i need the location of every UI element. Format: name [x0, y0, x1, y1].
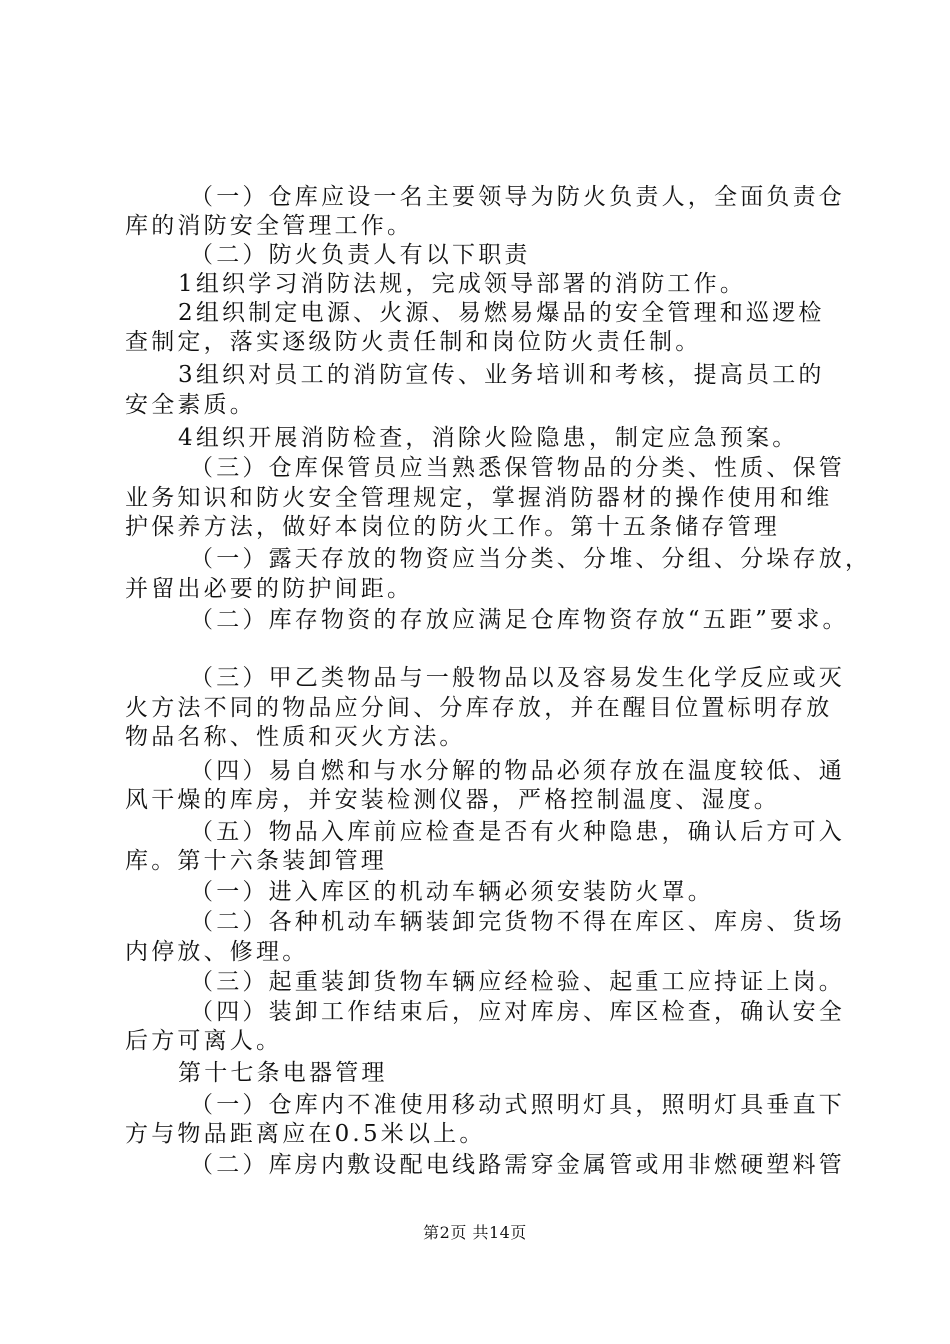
- section-heading: 第十七条电器管理: [178, 1060, 388, 1086]
- text-line: （三）甲乙类物品与一般物品以及容易发生化学反应或灭: [190, 665, 845, 691]
- text-line: （一）仓库内不准使用移动式照明灯具，照明灯具垂直下: [190, 1092, 845, 1118]
- text-line: （五）物品入库前应检查是否有火种隐患，确认后方可入: [190, 819, 845, 845]
- text-line: 4组织开展消防检查，消除火险隐患，制定应急预案。: [178, 425, 799, 451]
- text-line: （一）露天存放的物资应当分类、分堆、分组、分垛存放，: [190, 546, 872, 572]
- text-line: 物品名称、性质和灭火方法。: [125, 724, 466, 750]
- text-line: （四）装卸工作结束后，应对库房、库区检查，确认安全: [190, 999, 845, 1025]
- text-line: 查制定，落实逐级防火责任制和岗位防火责任制。: [125, 329, 702, 355]
- text-line: （三）起重装卸货物车辆应经检验、起重工应持证上岗。: [190, 969, 845, 995]
- text-line: （一）仓库应设一名主要领导为防火负责人，全面负责仓: [190, 184, 845, 210]
- text-line: 护保养方法，做好本岗位的防火工作。第十五条储存管理: [125, 514, 780, 540]
- text-line: 1组织学习消防法规，完成领导部署的消防工作。: [178, 271, 747, 297]
- text-line: 火方法不同的物品应分间、分库存放，并在醒目位置标明存放: [125, 695, 833, 721]
- text-line: 2组织制定电源、火源、易燃易爆品的安全管理和巡逻检: [178, 300, 825, 326]
- text-line: （二）防火负责人有以下职责: [190, 242, 531, 268]
- text-line: 风干燥的库房，并安装检测仪器，严格控制温度、湿度。: [125, 787, 780, 813]
- text-line: （二）各种机动车辆装卸完货物不得在库区、库房、货场: [190, 909, 845, 935]
- text-line: （二）库房内敷设配电线路需穿金属管或用非燃硬塑料管: [190, 1152, 845, 1178]
- page-number: 第2页 共14页: [423, 1223, 527, 1242]
- text-line: 库的消防安全管理工作。: [125, 213, 414, 239]
- text-line: 库。第十六条装卸管理: [125, 848, 387, 874]
- text-line: （一）进入库区的机动车辆必须安装防火罩。: [190, 879, 714, 905]
- text-line: 3组织对员工的消防宣传、业务培训和考核，提高员工的: [178, 362, 825, 388]
- text-line: （二）库存物资的存放应满足仓库物资存放“五距”要求。: [190, 607, 849, 633]
- text-line: 方与物品距离应在0.5米以上。: [125, 1121, 486, 1147]
- text-line: （三）仓库保管员应当熟悉保管物品的分类、性质、保管: [190, 455, 845, 481]
- text-line: 内停放、修理。: [125, 939, 309, 965]
- text-line: 业务知识和防火安全管理规定，掌握消防器材的操作使用和维: [125, 485, 833, 511]
- text-line: 并留出必要的防护间距。: [125, 576, 414, 602]
- text-line: 后方可离人。: [125, 1028, 283, 1054]
- text-line: （四）易自燃和与水分解的物品必须存放在温度较低、通: [190, 758, 845, 784]
- text-line: 安全素质。: [125, 392, 256, 418]
